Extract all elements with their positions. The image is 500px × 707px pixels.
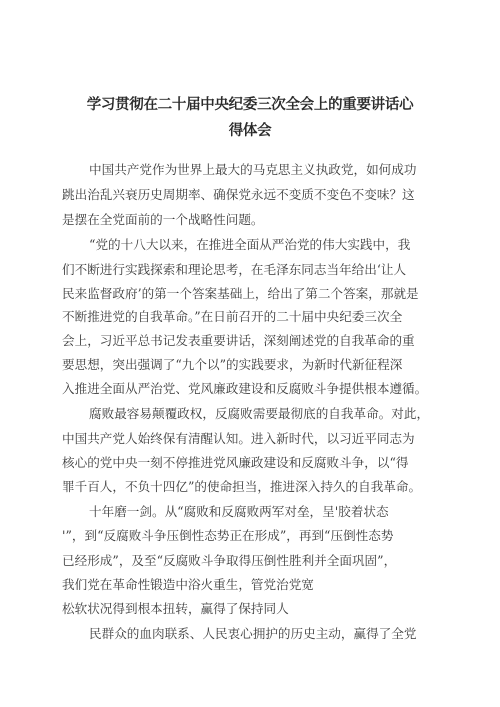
body-line-9: 要思想，突出强调了“九个以”的实践要求，为新时代新征程深 <box>62 357 403 372</box>
body-line-20: 民群众的血肉联系、人民衷心拥护的历史主动，赢得了全党 <box>89 626 417 641</box>
body-line-16: '”，到“反腐败斗争压倒性态势正在形成”，再到“压倒性态势 <box>62 528 394 543</box>
body-line-11: 腐败最容易颠覆政权，反腐败需要最彻底的自我革命。对此， <box>89 406 430 421</box>
body-line-3: 是摆在全党面前的一个战略性问题。 <box>62 212 264 227</box>
body-line-14: 罪千百人，不负十四亿”的使命担当，推进深入持久的自我革命。 <box>62 479 422 494</box>
body-line-8: 会上，习近平总书记发表重要讲话，深刻阐述党的自我革命的重 <box>62 333 415 348</box>
body-line-12: 中国共产党人始终保有清醒认知。进入新时代，以习近平同志为 <box>62 431 415 446</box>
body-line-6: 民来监督政府’的第一个答案基础上，给出了第二个答案，那就是 <box>62 286 419 301</box>
body-line-7: 不断推进党的自我革命。”在日前召开的二十届中央纪委三次全 <box>62 309 403 324</box>
body-line-13: 核心的党中央一刻不停推进党风廉政建设和反腐败斗争，以“得 <box>62 455 409 470</box>
body-line-15: 十年磨一剑。从“腐败和反腐败两军对垒，呈'胶着状态 <box>89 504 389 519</box>
body-line-18: 我们党在革命性锻造中浴火重生，管党治党宽 <box>62 577 314 592</box>
document-title-line-1: 学习贯彻在二十届中央纪委三次全会上的重要讲话心 <box>86 97 414 113</box>
body-line-10: 入推进全面从严治党、党风廉政建设和反腐败斗争提供根本遵循。 <box>62 381 428 396</box>
body-line-1: 中国共产党作为世界上最大的马克思主义执政党，如何成功 <box>89 162 417 177</box>
body-line-4: “党的十八大以来，在推进全面从严治党的伟大实践中，我 <box>89 237 411 252</box>
body-line-5: 们不断进行实践探索和理论思考，在毛泽东同志当年给出‘让人 <box>62 262 407 277</box>
body-line-17: 已经形成”，及至“反腐败斗争取得压倒性胜利并全面巩固”， <box>62 553 397 568</box>
body-line-2: 跳出治乱兴衰历史周期率、确保党永远不变质不变色不变味？这 <box>62 187 415 202</box>
document-title-line-2: 得体会 <box>228 123 272 139</box>
body-line-19: 松软状况得到根本扭转，赢得了保持同人 <box>62 601 289 616</box>
